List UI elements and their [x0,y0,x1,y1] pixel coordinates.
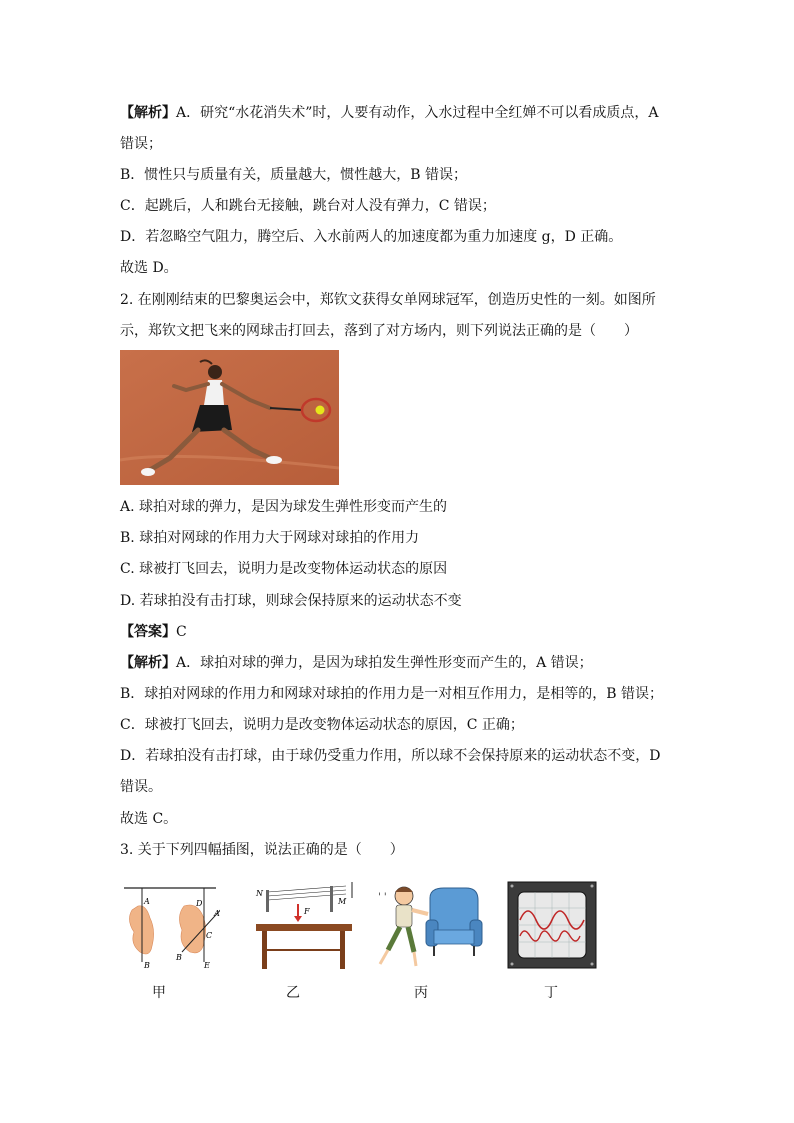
figure-bing-pushing-sofa [374,880,484,972]
svg-text:' ': ' ' [378,892,387,903]
q2-answer: 【答案】C [120,624,187,640]
label-A-left: A [144,897,150,906]
q2-option-d: D. 若球拍没有击打球，则球会保持原来的运动状态不变 [120,593,462,609]
figure-label-ding: 丁 [544,985,558,1001]
q2-stem-line1: 2. 在刚刚结束的巴黎奥运会中，郑钦文获得女单网球冠军，创造历史性的一刻。如图所 [120,292,656,308]
tennis-player-image [120,350,339,485]
q2-option-a: A. 球拍对球的弹力，是因为球发生弹性形变而产生的 [120,499,448,515]
analysis-tag: 【解析】 [120,655,176,671]
figure-label-bing: 丙 [414,985,428,1001]
q1-analysis-line4: C．起跳后，人和跳台无接触，跳台对人没有弹力，C 错误； [120,198,496,214]
label-F: F [304,907,310,916]
figure-yi-table-mirrors [252,880,360,972]
figure-jia-center-of-gravity [120,880,220,972]
q2-analysis-line4: D．若球拍没有击打球，由于球仍受重力作用，所以球不会保持原来的运动状态不变，D [120,748,661,764]
q1-analysis-line1: 【解析】A．研究“水花消失术”时，人要有动作，入水过程中全红婵不可以看成质点，A [120,105,659,121]
label-D: D [196,899,203,908]
q1-analysis-line2: 错误； [120,136,162,152]
q1-conclusion: 故选 D。 [120,260,178,276]
q2-option-b: B. 球拍对网球的作用力大于网球对球拍的作用力 [120,530,420,546]
label-C: C [206,931,213,940]
q2-analysis-line5: 错误。 [120,779,162,795]
figure-label-yi: 乙 [286,985,300,1001]
q2-stem-line2: 示，郑钦文把飞来的网球击打回去，落到了对方场内，则下列说法正确的是（ ） [120,323,638,339]
figure-ding-oscilloscope [506,880,598,972]
label-B-right: B [176,953,182,962]
tennis-photo [120,350,339,485]
q3-stem: 3. 关于下列四幅插图，说法正确的是（ ） [120,842,404,858]
q1-analysis-line5: D．若忽略空气阻力，腾空后、入水前两人的加速度都为重力加速度 g，D 正确。 [120,229,623,245]
q2-option-c: C. 球被打飞回去，说明力是改变物体运动状态的原因 [120,561,448,577]
label-A-right: A [214,909,220,918]
label-B-left: B [144,961,150,970]
label-N: N [256,889,263,898]
answer-tag: 【答案】 [120,624,176,640]
q2-analysis-line3: C．球被打飞回去，说明力是改变物体运动状态的原因，C 正确； [120,717,524,733]
q2-analysis-line1: 【解析】A．球拍对球的弹力，是因为球拍发生弹性形变而产生的，A 错误； [120,655,593,671]
figure-label-jia: 甲 [152,985,166,1001]
q2-analysis-line2: B．球拍对网球的作用力和网球对球拍的作用力是一对相互作用力，是相等的，B 错误； [120,686,664,702]
label-E: E [204,961,210,970]
q1-analysis-line3: B．惯性只与质量有关，质量越大，惯性越大，B 错误； [120,167,468,183]
q2-conclusion: 故选 C。 [120,811,178,827]
analysis-tag: 【解析】 [120,105,176,121]
label-M: M [338,897,347,906]
